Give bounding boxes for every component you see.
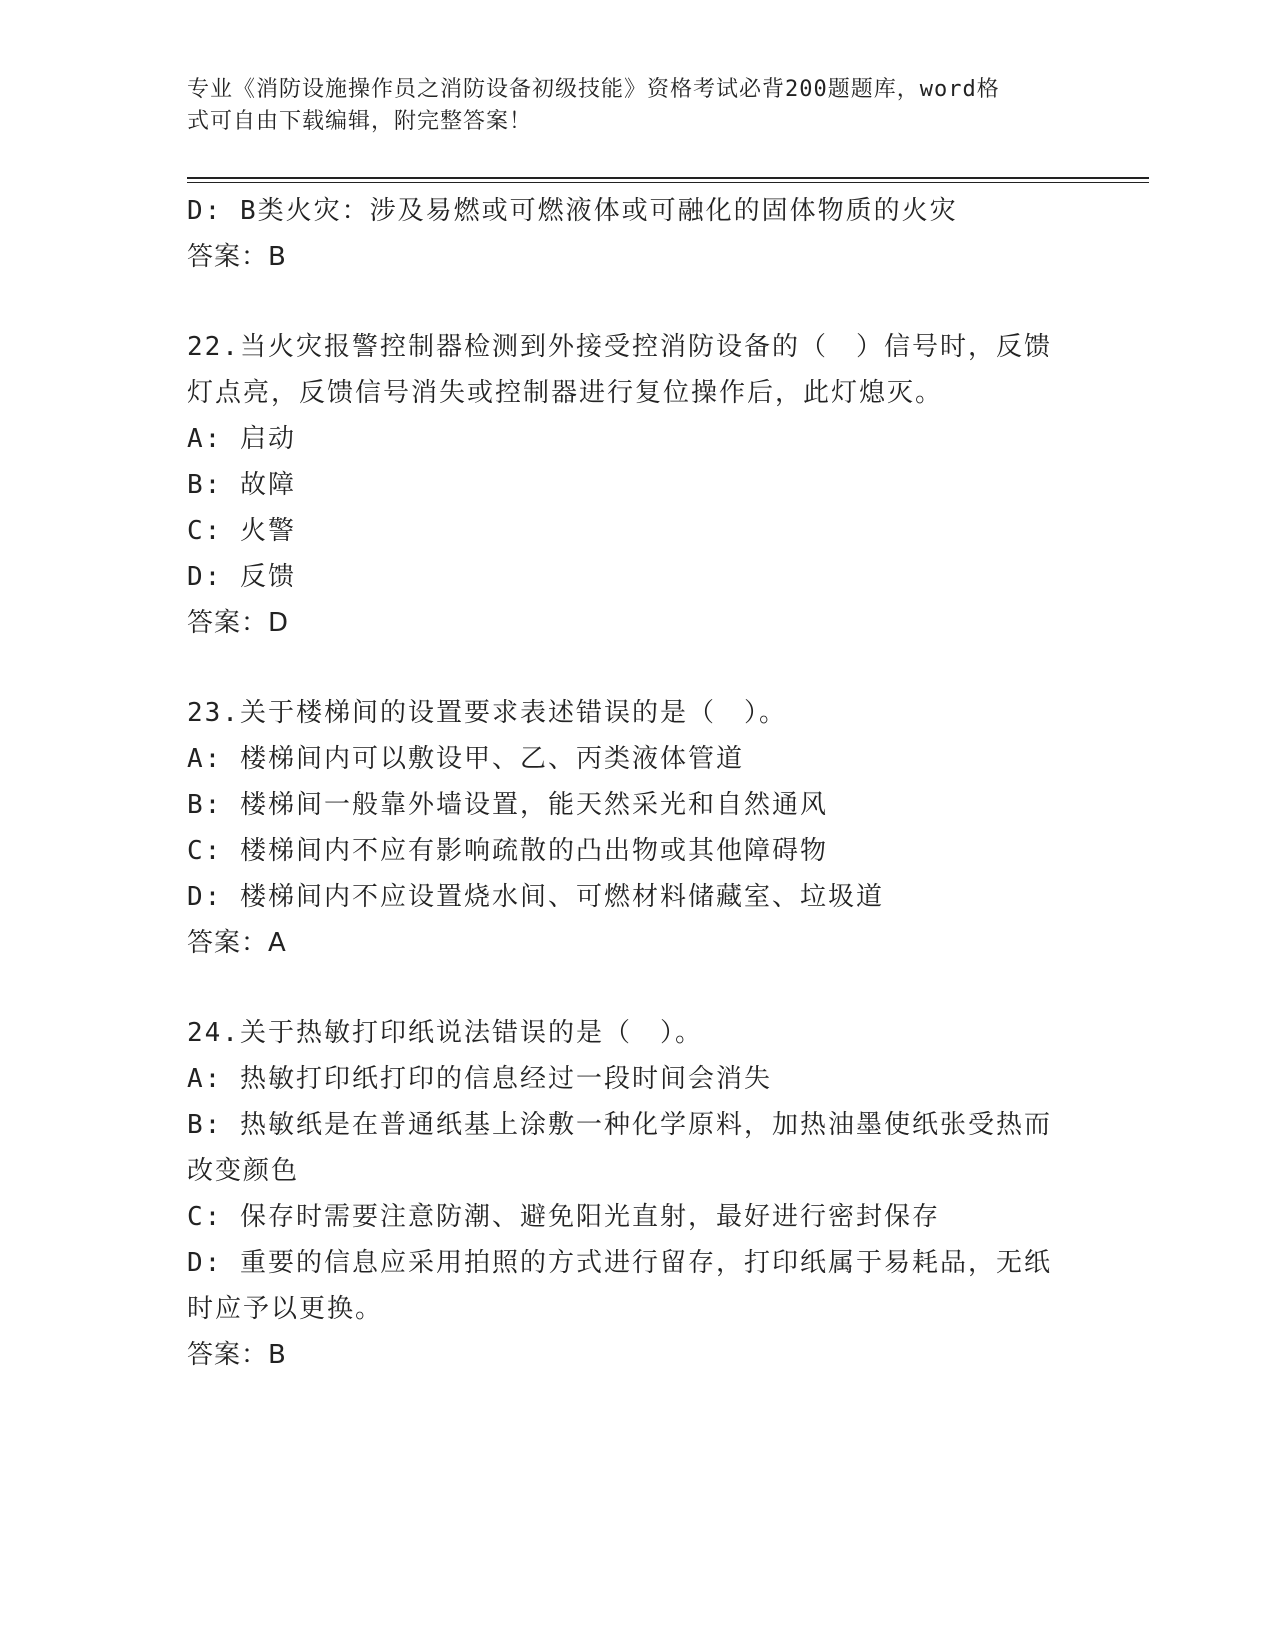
option-b: B: 楼梯间一般靠外墙设置，能天然采光和自然通风 <box>187 790 828 820</box>
option-d: D: 重要的信息应采用拍照的方式进行留存，打印纸属于易耗品，无纸 <box>187 1248 1052 1278</box>
spacer <box>187 646 1087 690</box>
option-d-cont: 时应予以更换。 <box>187 1294 384 1324</box>
question-21-tail <box>187 188 1087 280</box>
question-stem: 23.关于楼梯间的设置要求表述错误的是（ ）。 <box>187 698 787 728</box>
option-d: D: 楼梯间内不应设置烧水间、可燃材料储藏室、垃圾道 <box>187 882 884 912</box>
answer: 答案：B <box>187 242 287 272</box>
option-d: D: 反馈 <box>187 562 296 592</box>
option-c: C: 火警 <box>187 516 296 546</box>
spacer <box>187 966 1087 1010</box>
answer: 答案：B <box>187 1340 287 1370</box>
option-d: D: B类火灾：涉及易燃或可燃液体或可融化的固体物质的火灾 <box>187 196 958 226</box>
option-a: A: 启动 <box>187 424 296 454</box>
page-header <box>187 74 1067 138</box>
option-b-cont: 改变颜色 <box>187 1156 300 1186</box>
question-22 <box>187 324 1087 646</box>
option-b: B: 热敏纸是在普通纸基上涂敷一种化学原料，加热油墨使纸张受热而 <box>187 1110 1052 1140</box>
answer: 答案：D <box>187 608 290 638</box>
spacer <box>187 280 1087 324</box>
question-stem-cont: 灯点亮，反馈信号消失或控制器进行复位操作后，此灯熄灭。 <box>187 378 944 408</box>
question-stem: 22.当火灾报警控制器检测到外接受控消防设备的（ ）信号时，反馈 <box>187 332 1052 362</box>
answer: 答案：A <box>187 928 287 958</box>
header-line-2: 式可自由下载编辑，附完整答案！ <box>187 109 533 134</box>
question-stem: 24.关于热敏打印纸说法错误的是（ ）。 <box>187 1018 703 1048</box>
option-a: A: 热敏打印纸打印的信息经过一段时间会消失 <box>187 1064 772 1094</box>
header-line-1: 专业《消防设施操作员之消防设备初级技能》资格考试必背200题题库，word格 <box>187 77 1000 102</box>
question-23 <box>187 690 1087 966</box>
option-b: B: 故障 <box>187 470 296 500</box>
question-24 <box>187 1010 1087 1378</box>
option-c: C: 保存时需要注意防潮、避免阳光直射，最好进行密封保存 <box>187 1202 940 1232</box>
question-content <box>187 188 1087 1378</box>
header-divider-thick <box>187 177 1149 179</box>
option-c: C: 楼梯间内不应有影响疏散的凸出物或其他障碍物 <box>187 836 828 866</box>
option-a: A: 楼梯间内可以敷设甲、乙、丙类液体管道 <box>187 744 744 774</box>
header-divider-thin <box>187 182 1149 183</box>
